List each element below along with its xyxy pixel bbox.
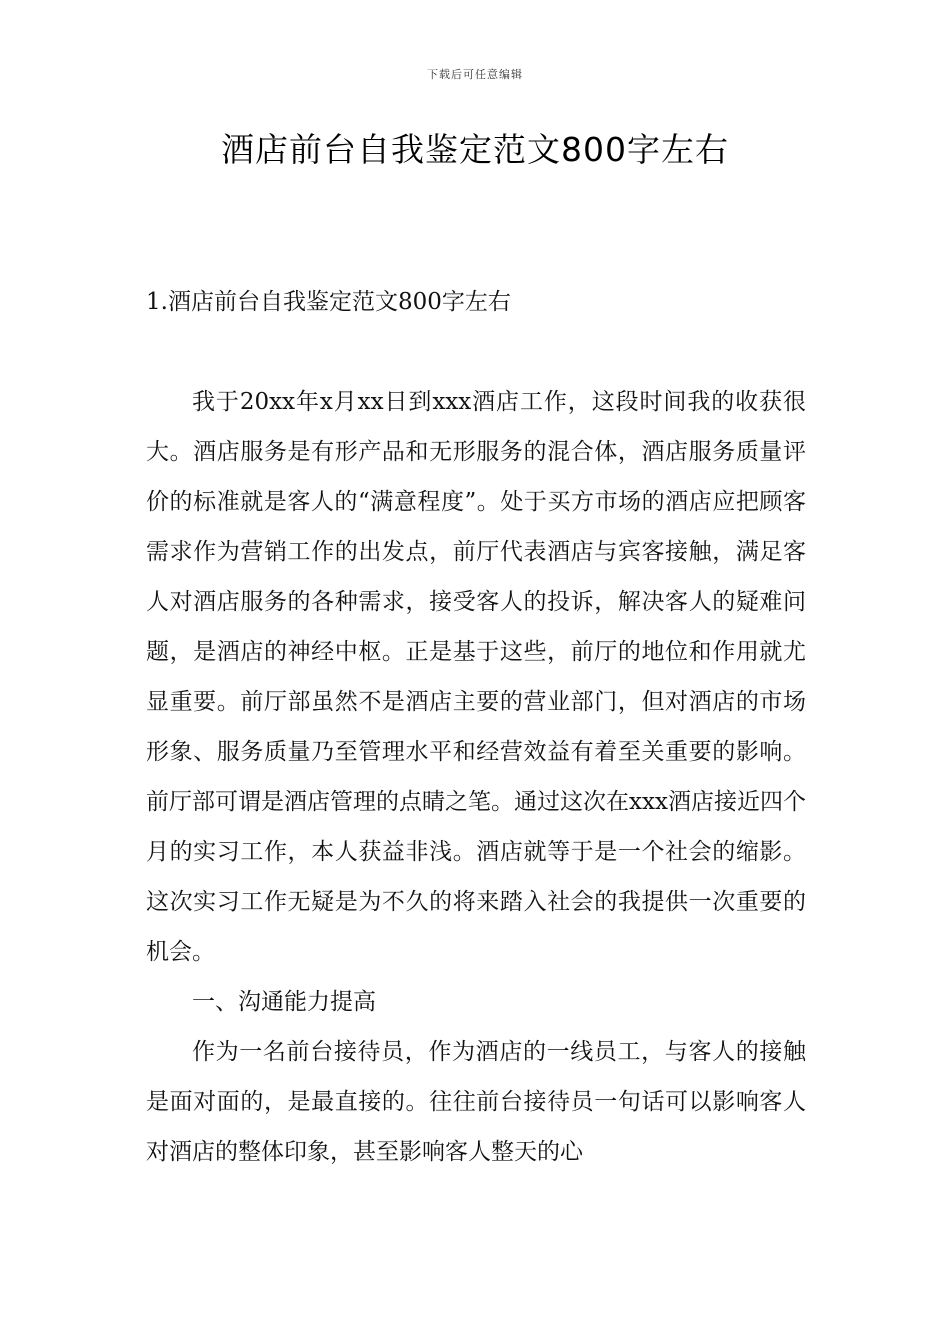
header-note: 下载后可任意编辑 bbox=[427, 68, 523, 81]
document-title: 酒店前台自我鉴定范文800字左右 bbox=[221, 130, 729, 169]
subheading-communication: 一、沟通能力提高 bbox=[192, 989, 376, 1015]
section-heading: 1.酒店前台自我鉴定范文800字左右 bbox=[146, 289, 511, 315]
document-body bbox=[146, 377, 806, 1177]
paragraph-communication: 作为一名前台接待员，作为酒店的一线员工，与客人的接触是面对面的，是最直接的。往往前台接待员一句话可以影响客人对酒店的整体印象，甚至影响客人整天的心 bbox=[146, 1039, 806, 1165]
paragraph-intro: 我于20xx年x月xx日到xxx酒店工作，这段时间我的收获很大。酒店服务是有形产品和无形服务的混合体，酒店服务质量评价的标准就是客人的“满意程度”。处于买方市场的酒店应把顾客需求作为营销工作的出发点，前厅代表酒店与宾客接触，满足客人对酒店服务的各种需求，接受客人的投诉，解决客人的疑难问题，是酒店的神经中枢。正是基于这些，前厅的地位和作用就尤显重要。前厅部虽然不是酒店主要的营业部门，但对酒店的市场形象、服务质量乃至管理水平和经营效益有着至关重要的影响。前厅部可谓是酒店管理的点睛之笔。通过这次在xxx酒店接近四个月的实习工作，本人获益非浅。酒店就等于是一个社会的缩影。这次实习工作无疑是为不久的将来踏入社会的我提供一次重要的机会。 bbox=[146, 389, 806, 965]
